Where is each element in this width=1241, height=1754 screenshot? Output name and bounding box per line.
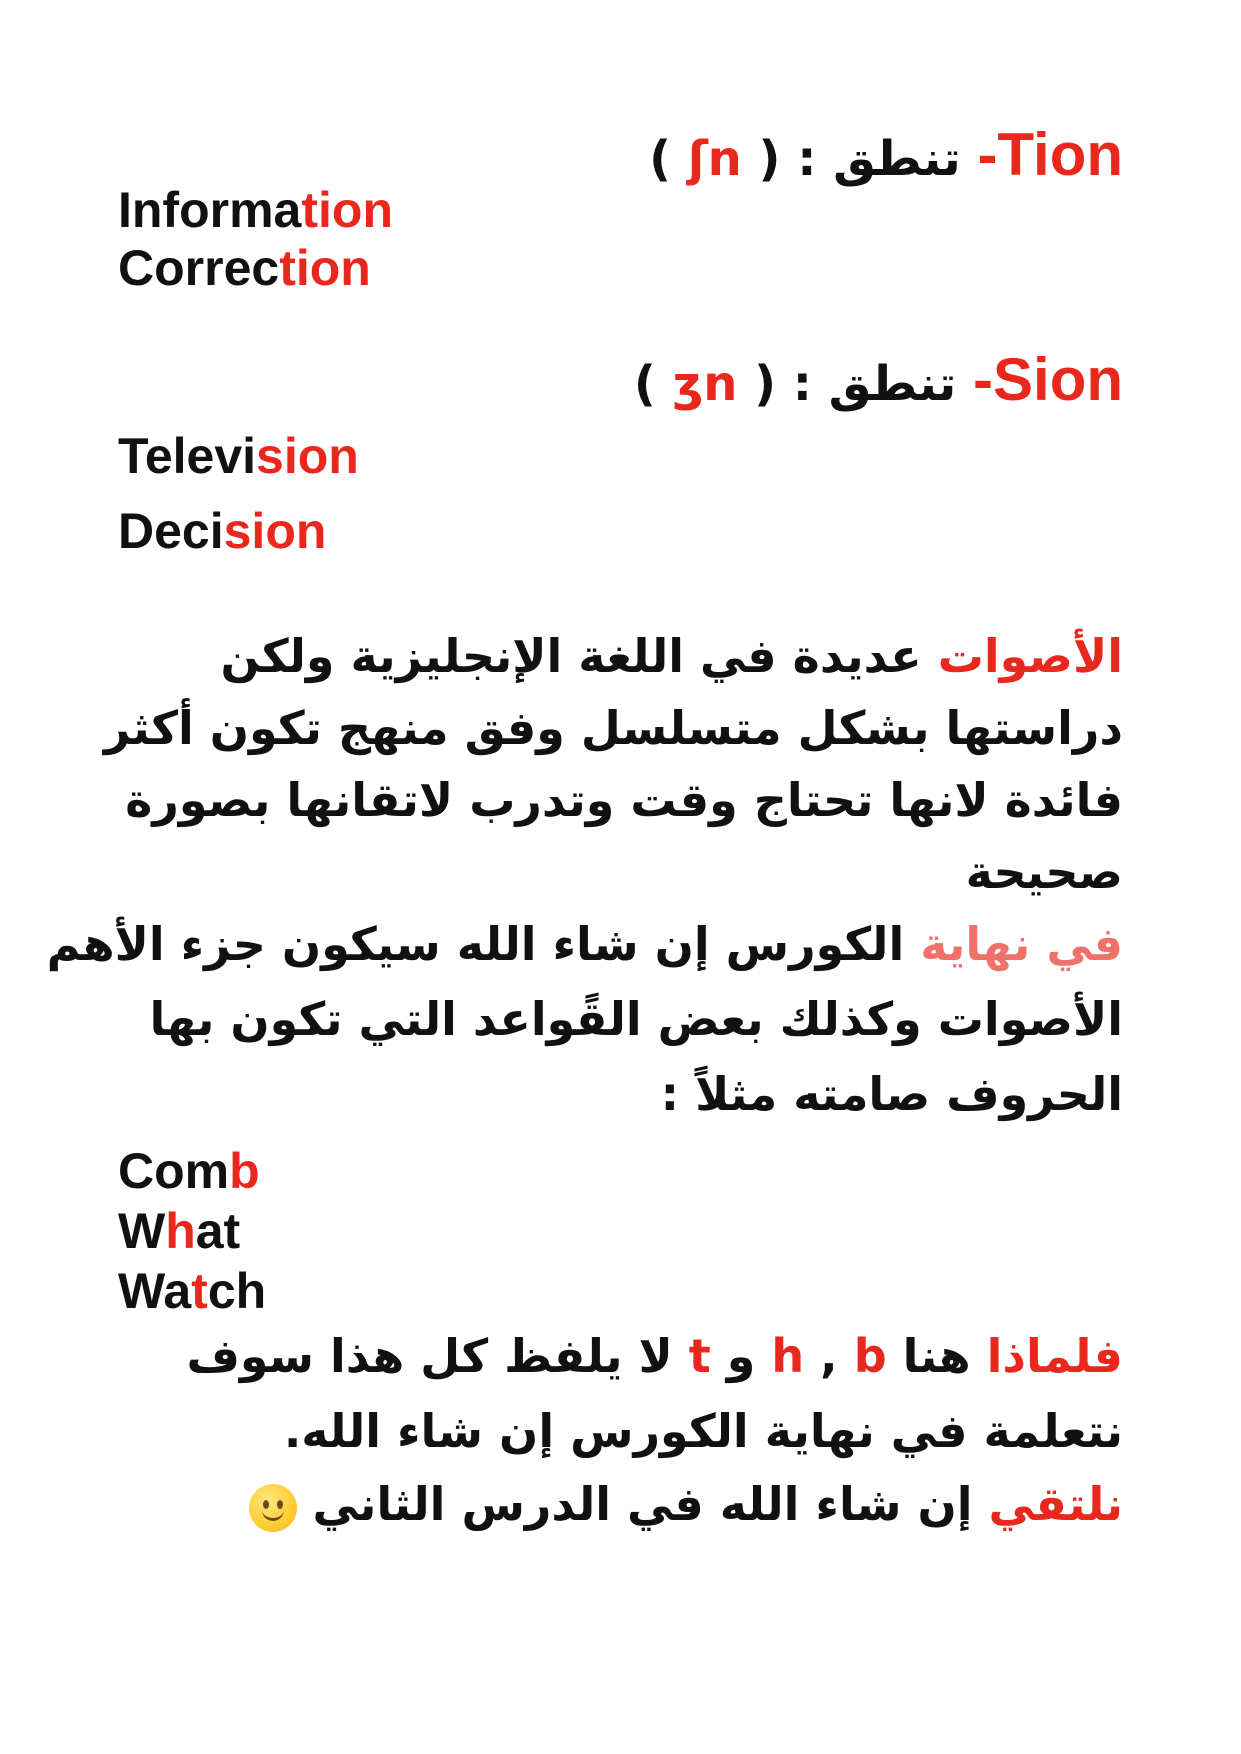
example-comb [118,1143,260,1201]
silent-letter: h [165,1203,196,1259]
paragraph3-line2: نتعلمة في نهاية الكورس إن شاء الله. [283,1404,1123,1458]
example-information [118,182,393,240]
sion-title [973,346,1123,413]
paragraph2-text: الكورس إن شاء الله سيكون جزء الأهم [46,917,921,971]
word-suffix: tion [279,240,371,296]
sion-open-paren: ( [633,356,673,412]
paragraph1-highlight: الأصوات [937,629,1123,683]
paragraph1-line4: صحيحة [965,845,1123,899]
word-prefix: Deci [118,503,224,559]
example-what [118,1203,240,1261]
sion-pronounce-label: تنطق [811,356,974,412]
example-decision [118,503,326,561]
letters-comma: , [804,1329,854,1383]
smile-mouth [262,1507,284,1521]
silent-letter: b [229,1143,260,1199]
paragraph1-text: عديدة في اللغة الإنجليزية ولكن [220,629,938,683]
sion-title-text: Sion [993,346,1123,413]
word-suffix: sion [223,503,327,559]
paragraph3-and: و [710,1329,772,1383]
example-television [118,428,359,486]
silent-letter: t [191,1263,208,1319]
letter-h: h [771,1329,805,1383]
sion-ipa [634,356,812,412]
paragraph3-highlight: فلماذا [986,1329,1123,1383]
word-before: Wa [118,1263,192,1319]
tion-heading [649,120,1123,189]
example-correction [118,240,371,298]
paragraph2-line2: الأصوات وكذلك بعض القًواعد التي تكون بها [149,992,1123,1046]
tion-dash: - [977,121,998,188]
paragraph1-line3: فائدة لانها تحتاج وقت وتدرب لاتقانها بصورة [125,773,1123,827]
word-prefix: Informa [118,182,302,238]
tion-ipa [649,131,816,187]
sion-close-paren: ) : [737,356,812,412]
closing-line [239,1478,1123,1532]
word-suffix: sion [256,428,359,484]
sion-ipa-symbol: ʒn [672,356,738,412]
word-before: Com [118,1143,230,1199]
word-suffix: tion [301,182,393,238]
word-after: at [195,1203,241,1259]
tion-open-paren: ( [649,131,688,187]
slightly-smiling-face-icon [249,1484,297,1532]
closing-highlight: نلتقي [988,1477,1123,1531]
tion-pronounce-label: تنطق [816,131,978,187]
tion-ipa-symbol: ʃn [687,131,742,187]
paragraph3-letters [771,1329,886,1383]
paragraph1-line2: دراستها بشكل متسلسل وفق منهج تكون أكثر [103,701,1123,755]
sion-heading [634,345,1123,414]
tion-title-text: Tion [997,121,1123,188]
word-after: ch [207,1263,267,1319]
paragraph2-highlight: في نهاية [920,917,1123,971]
letter-b: b [853,1329,887,1383]
tion-title [977,121,1123,188]
paragraph2-line3: الحروف صامته مثلاً : [660,1067,1123,1121]
example-watch [118,1263,266,1321]
paragraph3-text-b: لا يلفظ كل هذا سوف [186,1329,689,1383]
paragraph1-line1 [220,630,1123,683]
word-prefix: Televi [118,428,257,484]
closing-text: إن شاء الله في الدرس الثاني [296,1477,989,1531]
paragraph3-line1 [187,1330,1124,1383]
word-before: W [118,1203,166,1259]
letter-t: t [688,1329,711,1383]
sion-dash: - [973,346,993,413]
paragraph2-line1 [47,918,1123,971]
paragraph3-text-a: هنا [886,1329,987,1383]
tion-close-paren: ) : [741,131,817,187]
word-prefix: Correc [118,240,280,296]
